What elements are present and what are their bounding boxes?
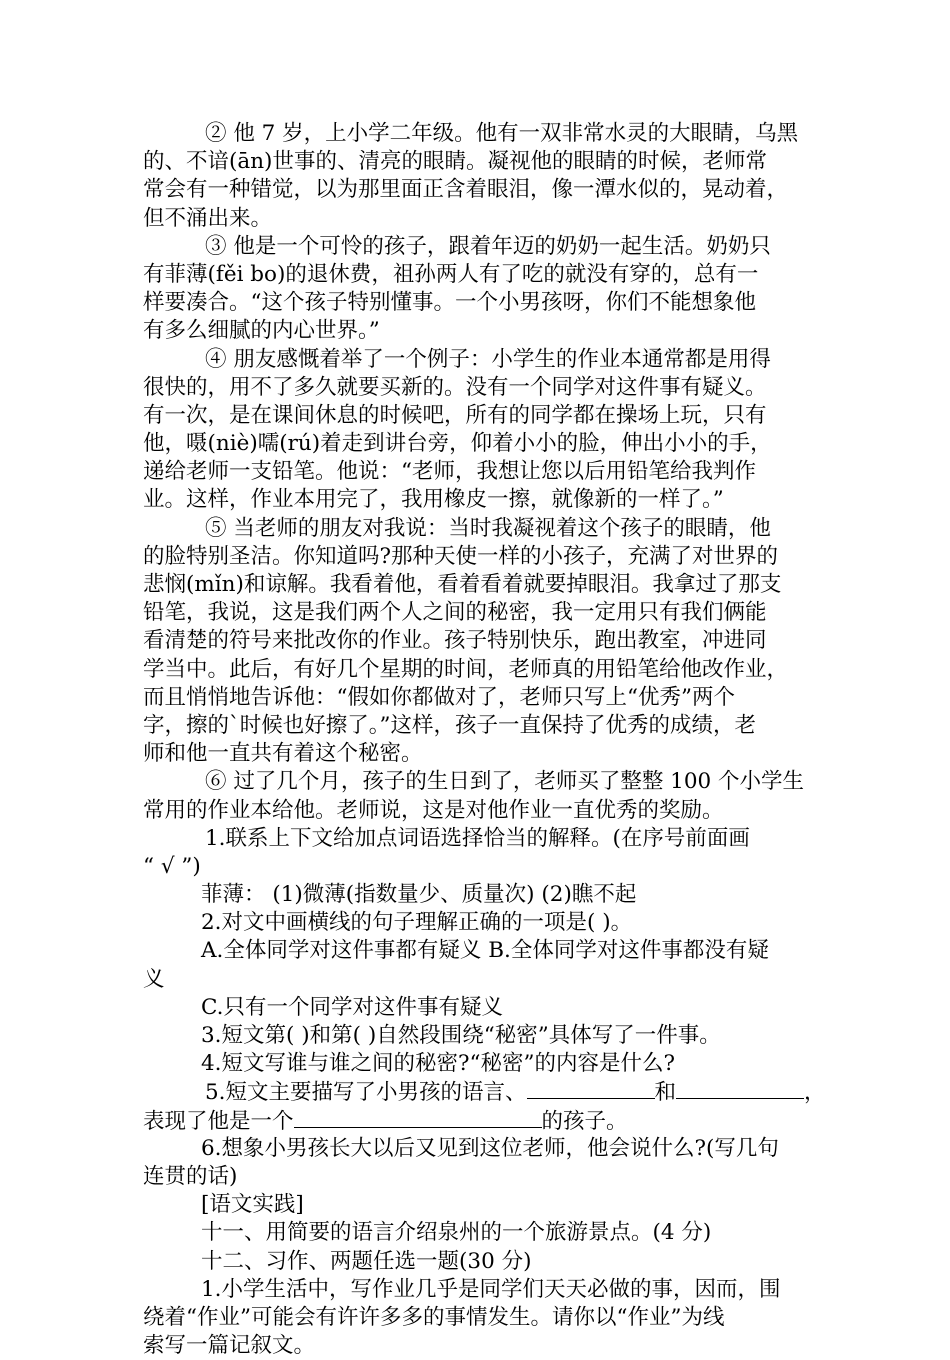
question-1: 1.联系上下文给加点词语选择恰当的解释。(在序号前面画 bbox=[205, 825, 750, 851]
question-5-comma: ， bbox=[804, 1080, 826, 1106]
paragraph-6-line: ⑥ 过了几个月，孩子的生日到了，老师买了整整 100 个小学生 bbox=[205, 769, 805, 795]
question-1-options: 菲薄： (1)微薄(指数量少、质量次) (2)瞧不起 bbox=[201, 882, 637, 908]
answer-blank-1[interactable] bbox=[527, 1078, 655, 1099]
question-5-text-2: 表现了他是一个 bbox=[143, 1108, 294, 1134]
paragraph-4-line: 递给老师一支铅笔。他说：“老师，我想让您以后用铅笔给我判作 bbox=[143, 459, 756, 485]
paragraph-5-line: 学当中。此后，有好几个星期的时间，老师真的用铅笔给他改作业， bbox=[143, 656, 789, 682]
paragraph-5-line: 悲悯(mǐn)和谅解。我看着他，看着看着就要掉眼泪。我拿过了那支 bbox=[143, 572, 782, 597]
question-11: 十一、用简要的语言介绍泉州的一个旅游景点。(4 分) bbox=[201, 1220, 712, 1246]
question-6: 6.想象小男孩长大以后又见到这位老师，他会说什么?(写几句 bbox=[201, 1135, 779, 1161]
paragraph-2-line: 的、不谙(ān)世事的、清亮的眼睛。凝视他的眼睛的时候，老师常 bbox=[143, 149, 767, 175]
paragraph-2-line: ② 他 7 岁，上小学二年级。他有一双非常水灵的大眼睛，乌黑 bbox=[205, 121, 799, 146]
paragraph-5-line: 师和他一直共有着这个秘密。 bbox=[143, 741, 423, 767]
answer-blank-3[interactable] bbox=[294, 1107, 542, 1128]
paragraph-6-line: 常用的作业本给他。老师说，这是对他作业一直优秀的奖励。 bbox=[143, 797, 724, 823]
question-5-text-3: 的孩子。 bbox=[541, 1108, 628, 1134]
document-page bbox=[143, 120, 826, 1360]
question-2-options-ab-continued: 义 bbox=[143, 966, 165, 992]
question-5-continued bbox=[143, 1107, 809, 1135]
question-1-continued: “ √ ”) bbox=[143, 853, 201, 879]
paragraph-3-line: 有菲薄(fěi bo)的退休费，祖孙两人有了吃的就没有穿的，总有一 bbox=[143, 261, 759, 287]
paragraph-3-line: 有多么细腻的内心世界。” bbox=[143, 318, 380, 344]
question-2-option-c: C.只有一个同学对这件事有疑义 bbox=[201, 994, 504, 1020]
question-6-continued: 连贯的话) bbox=[143, 1163, 238, 1189]
paragraph-5-line: 的脸特别圣洁。你知道吗?那种天使一样的小孩子，充满了对世界的 bbox=[143, 543, 779, 569]
paragraph-5-line: 字，擦的`时候也好擦了。”这样，孩子一直保持了优秀的成绩，老 bbox=[143, 712, 756, 738]
paragraph-3-line: ③ 他是一个可怜的孩子，跟着年迈的奶奶一起生活。奶奶只 bbox=[205, 233, 771, 259]
paragraph-4-line: 业。这样，作业本用完了，我用橡皮一擦，就像新的一样了。” bbox=[143, 487, 724, 513]
question-4: 4.短文写谁与谁之间的秘密?“秘密”的内容是什么? bbox=[201, 1051, 676, 1077]
answer-blank-2[interactable] bbox=[676, 1078, 804, 1099]
question-12-prompt: 1.小学生活中，写作业几乎是同学们天天必做的事，因而，围 bbox=[201, 1276, 781, 1302]
question-12: 十二、习作、两题任选一题(30 分) bbox=[201, 1248, 532, 1274]
paragraph-5-line: ⑤ 当老师的朋友对我说：当时我凝视着这个孩子的眼睛，他 bbox=[205, 515, 771, 541]
paragraph-4-line: 很快的，用不了多久就要买新的。没有一个同学对这件事有疑义。 bbox=[143, 374, 767, 400]
paragraph-4-line: 有一次，是在课间休息的时候吧，所有的同学都在操场上玩，只有 bbox=[143, 402, 767, 428]
paragraph-2-line: 但不涌出来。 bbox=[143, 205, 273, 231]
section-heading-practice: [语文实践] bbox=[201, 1192, 304, 1218]
paragraph-3-line: 样要凑合。“这个孩子特别懂事。一个小男孩呀，你们不能想象他 bbox=[143, 290, 756, 316]
paragraph-2-line: 常会有一种错觉，以为那里面正含着眼泪，像一潭水似的，晃动着， bbox=[143, 177, 789, 203]
question-12-prompt: 索写一篇记叙文。 bbox=[143, 1333, 316, 1359]
paragraph-4-line: ④ 朋友感慨着举了一个例子：小学生的作业本通常都是用得 bbox=[205, 346, 771, 372]
question-5-text: 5.短文主要描写了小男孩的语言、 bbox=[205, 1080, 527, 1106]
question-5 bbox=[143, 1078, 826, 1106]
paragraph-5-line: 而且悄悄地告诉他：“假如你都做对了，老师只写上“优秀”两个 bbox=[143, 684, 735, 710]
paragraph-4-line: 他，嗫(niè)嚅(rú)着走到讲台旁，仰着小小的脸，伸出小小的手， bbox=[143, 431, 772, 457]
paragraph-5-line: 铅笔，我说，这是我们两个人之间的秘密，我一定用只有我们俩能 bbox=[143, 600, 767, 626]
question-5-and: 和 bbox=[654, 1080, 677, 1106]
question-2: 2.对文中画横线的句子理解正确的一项是( )。 bbox=[201, 910, 633, 936]
paragraph-5-line: 看清楚的符号来批改你的作业。孩子特别快乐，跑出教室，冲进同 bbox=[143, 628, 767, 654]
question-2-options-ab: A.全体同学对这件事都有疑义 B.全体同学对这件事都没有疑 bbox=[201, 938, 769, 964]
question-3: 3.短文第( )和第( )自然段围绕“秘密”具体写了一件事。 bbox=[201, 1023, 721, 1048]
question-12-prompt: 绕着“作业”可能会有许许多多的事情发生。请你以“作业”为线 bbox=[143, 1304, 725, 1330]
